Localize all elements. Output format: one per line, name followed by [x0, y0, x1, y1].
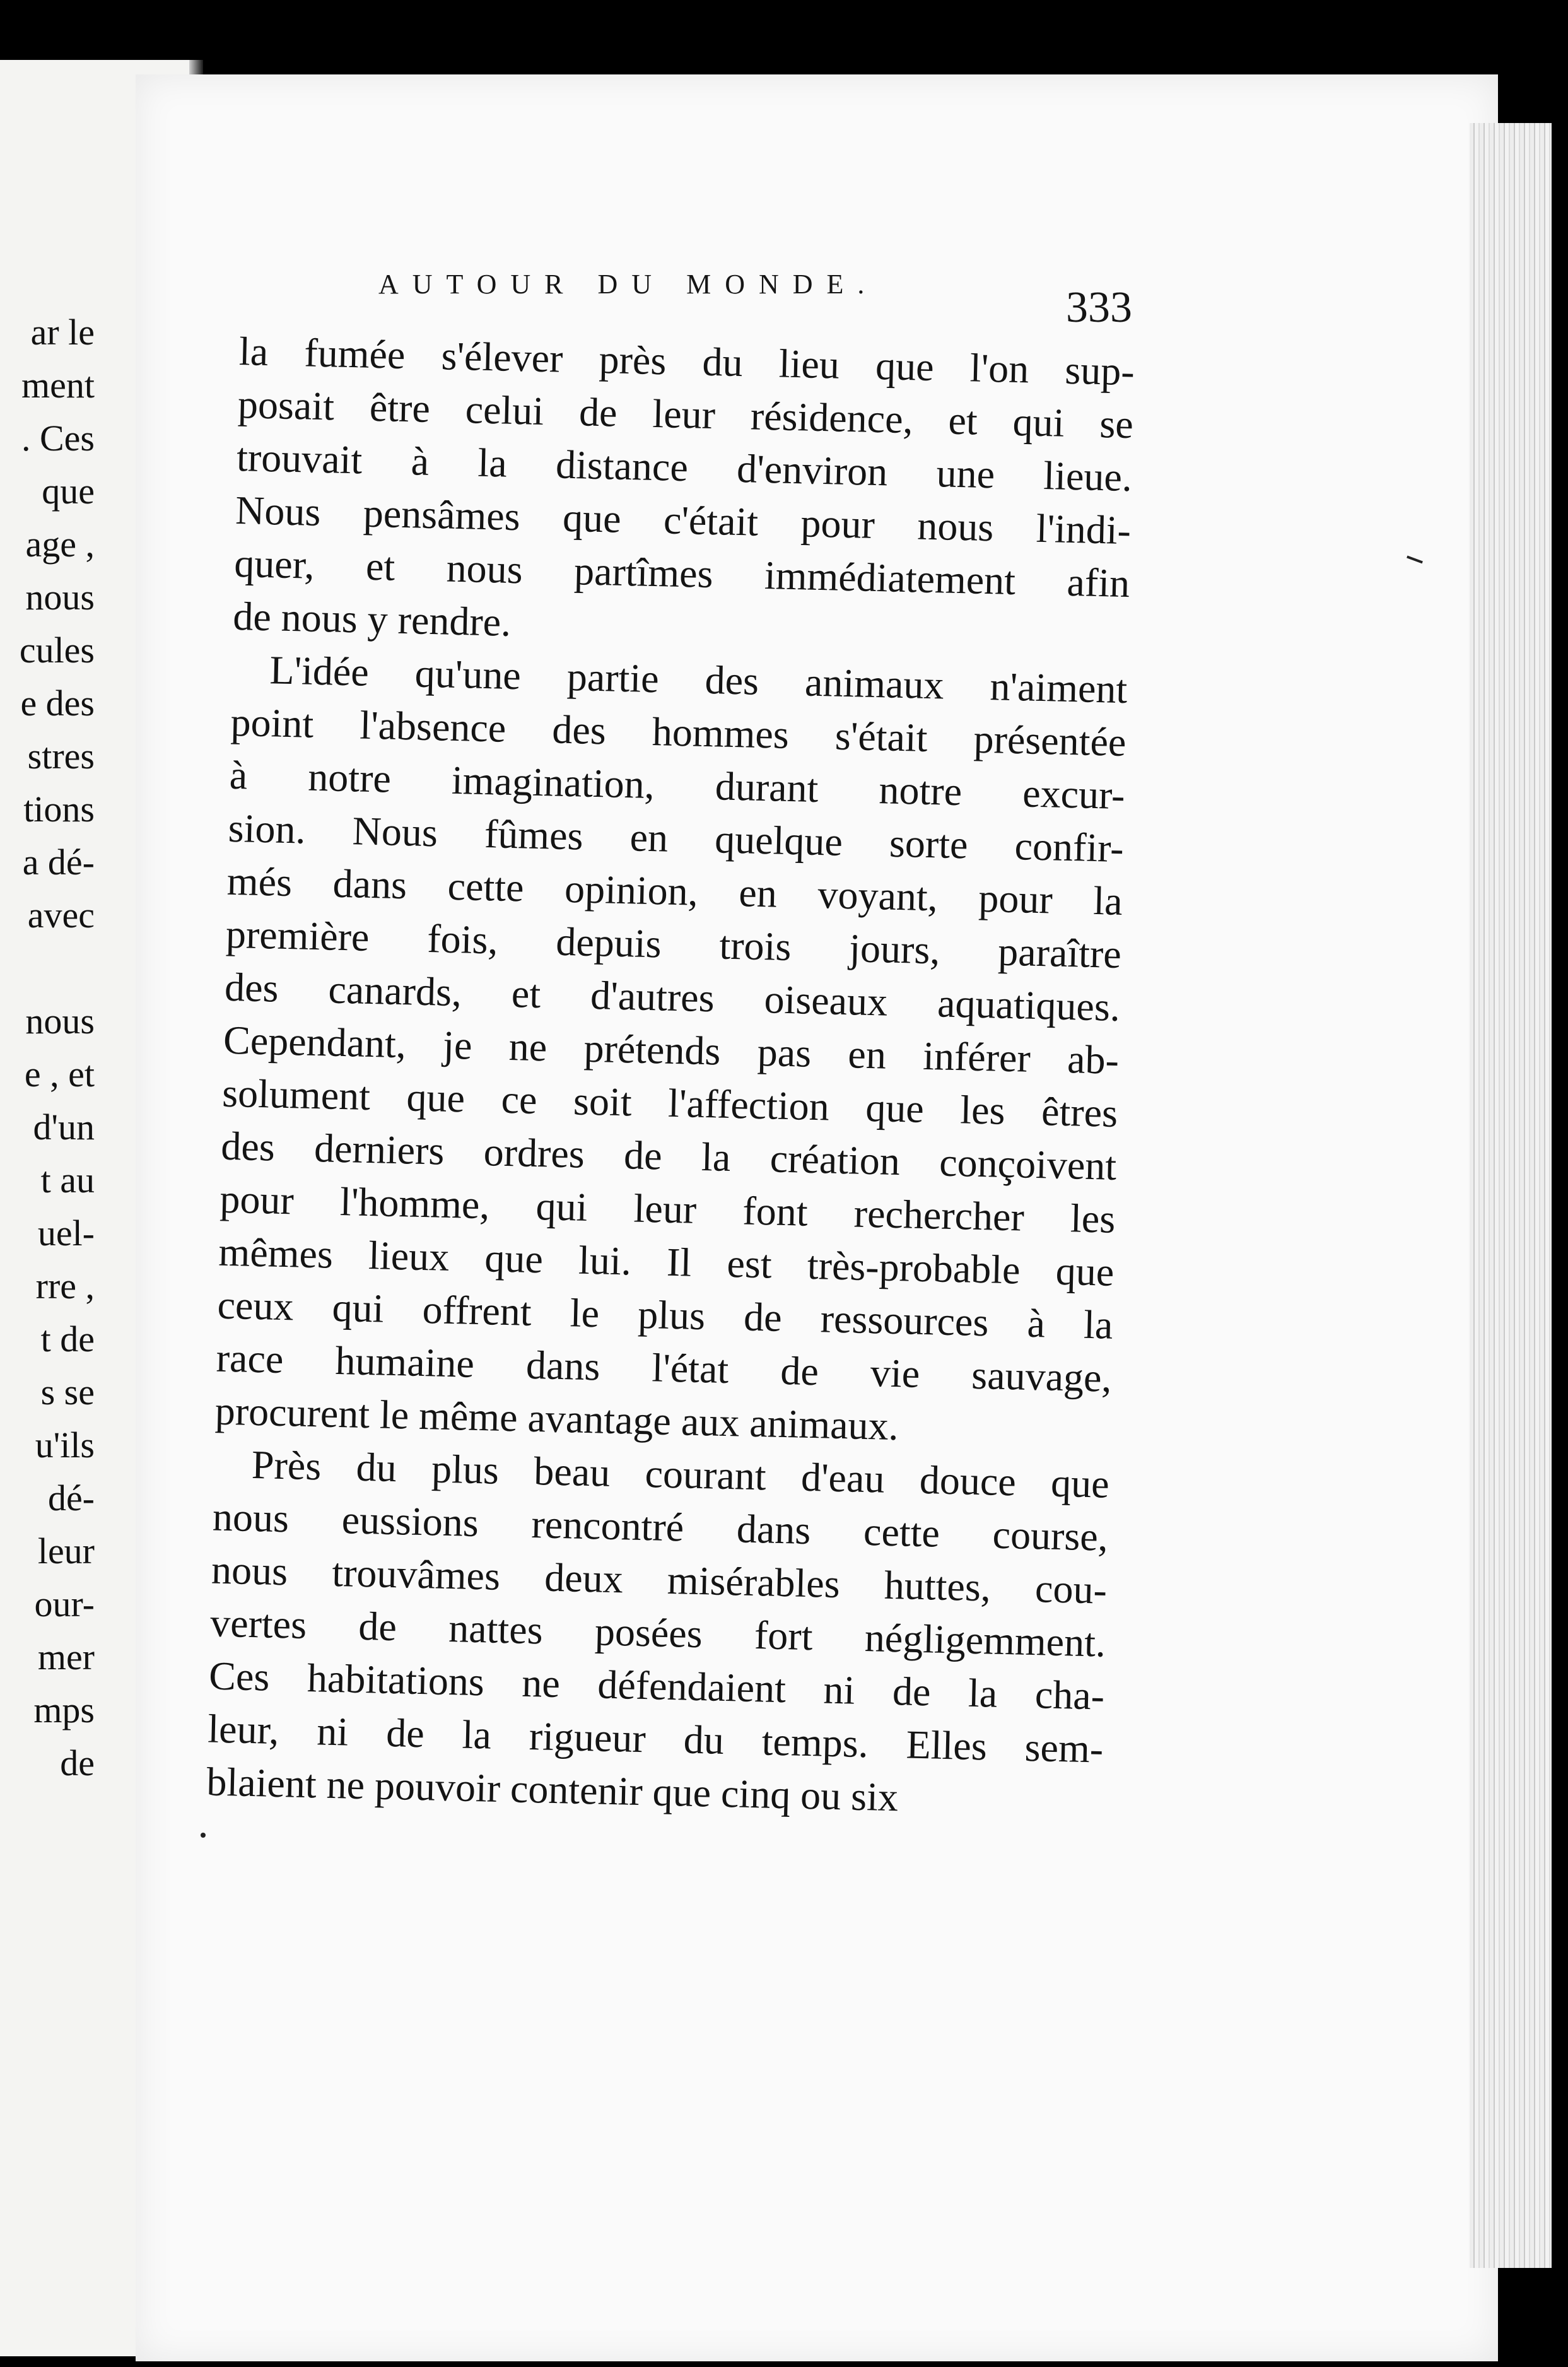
left-page-line: our- — [34, 1583, 95, 1624]
text-line: la fumée s'élever près du lieu que l'on sup- — [238, 328, 1135, 394]
paragraph — [214, 643, 1128, 1458]
left-page-line: tions — [23, 789, 95, 830]
text-line: ceux qui offrent le plus de ressources à la — [216, 1282, 1114, 1348]
left-page-line: de — [60, 1742, 95, 1783]
left-page-line: . Ces — [21, 418, 95, 459]
text-line: Cependant, je ne prétends pas en inférer ab- — [223, 1017, 1120, 1083]
text-line: nous eussions rencontré dans cette course, — [212, 1494, 1109, 1559]
left-page-line: leur — [37, 1530, 95, 1571]
text-line: Nous pensâmes que c'était pour nous l'indi- — [235, 487, 1132, 553]
left-page-line: uel- — [37, 1213, 95, 1254]
left-page-line: t au — [40, 1160, 95, 1201]
text-line: quer, et nous partîmes immédiatement afin — [233, 540, 1130, 606]
left-page-line: e , et — [24, 1054, 95, 1095]
stray-mark — [201, 1833, 206, 1838]
text-line: à notre imagination, durant notre excur- — [229, 752, 1126, 818]
left-page-line: age , — [25, 524, 95, 565]
left-page-line: mer — [37, 1636, 95, 1677]
paragraph — [233, 325, 1135, 663]
page-edges — [1470, 123, 1552, 2268]
text-line: mêmes lieux que lui. Il est très-probable que — [218, 1229, 1115, 1295]
body-text — [206, 325, 1135, 1829]
text-line: de nous y rendre. — [232, 593, 512, 645]
left-page-line: cules — [19, 630, 95, 671]
left-page-line: nous — [25, 577, 95, 618]
left-page-line: a dé- — [22, 842, 95, 883]
text-line: procurent le même avantage aux animaux. — [214, 1388, 899, 1449]
text-line: solument que ce soit l'affection que les êtres — [221, 1070, 1118, 1136]
left-page-line: u'ils — [35, 1424, 95, 1465]
running-head — [378, 268, 1135, 300]
left-page-line: stres — [27, 736, 95, 777]
text-line: Près du plus beau courant d'eau douce que — [251, 1442, 1110, 1507]
text-line: leur, ni de la rigueur du temps. Elles sem- — [207, 1706, 1104, 1771]
text-line: Ces habitations ne défendaient ni de la cha- — [208, 1653, 1105, 1718]
paragraph — [206, 1438, 1110, 1829]
text-line: sion. Nous fûmes en quelque sorte confir- — [228, 805, 1125, 871]
text-line: trouvait à la distance d'environ une lieue. — [236, 434, 1133, 500]
page-number: 333 — [1066, 283, 1132, 332]
left-page-line: s se — [40, 1371, 95, 1413]
text-line: des derniers ordres de la création conçoivent — [220, 1123, 1117, 1189]
text-line: première fois, depuis trois jours, paraître — [225, 911, 1122, 977]
running-title: AUTOUR DU MONDE. — [378, 269, 879, 300]
text-line: més dans cette opinion, en voyant, pour la — [226, 858, 1123, 924]
left-page-line: t de — [40, 1319, 95, 1360]
left-page-line: e des — [20, 683, 95, 724]
text-line: posait être celui de leur résidence, et qui se — [237, 381, 1134, 447]
text-line: pour l'homme, qui leur font rechercher les — [219, 1176, 1116, 1242]
left-page-line: ar le — [30, 312, 95, 353]
text-line: L'idée qu'une partie des animaux n'aiment — [269, 647, 1128, 712]
left-page-line: ment — [21, 365, 95, 406]
left-page-line: nous — [25, 1001, 95, 1042]
left-page-line: mps — [33, 1689, 95, 1730]
text-line: blaient ne pouvoir contenir que cinq ou six — [206, 1759, 899, 1820]
text-line: vertes de nattes posées fort négligemment. — [209, 1600, 1106, 1665]
left-page-line: d'un — [33, 1107, 95, 1148]
text-line: point l'absence des hommes s'était présentée — [230, 699, 1127, 765]
text-line: des canards, et d'autres oiseaux aquatiques. — [224, 964, 1121, 1030]
text-line: nous trouvâmes deux misérables huttes, cou- — [211, 1547, 1108, 1612]
left-page-line: que — [42, 471, 95, 512]
left-page-line: avec — [27, 895, 95, 936]
left-page-line: rre , — [35, 1266, 95, 1307]
left-page-line: dé- — [47, 1477, 95, 1518]
text-line: race humaine dans l'état de vie sauvage, — [216, 1335, 1113, 1401]
